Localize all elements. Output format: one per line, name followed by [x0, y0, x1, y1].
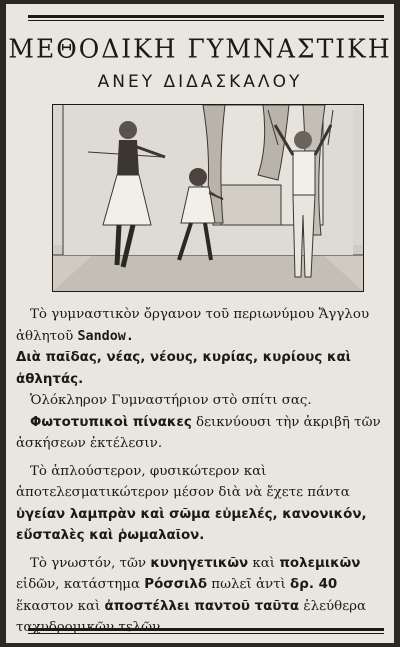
- store-text-e: πωλεῖ ἀντὶ: [207, 577, 291, 592]
- ad-subtitle: ΑΝΕΥ ΔΙΔΑΣΚΑΛΟΥ: [97, 72, 303, 92]
- exercise-scene-icon: [53, 105, 363, 291]
- store-bold-hunting: κυνηγετικῶν: [150, 555, 249, 571]
- exercise-illustration: [52, 104, 364, 292]
- store-bold-military: πολεμικῶν: [279, 555, 361, 571]
- store-text-c: καὶ: [248, 555, 280, 571]
- store-name: Ρόσσιλδ: [144, 577, 208, 592]
- photo-tables-bold: Φωτοτυπικοὶ πίνακες: [30, 414, 192, 430]
- ad-body: [16, 304, 388, 639]
- store-text-a: Τὸ γνωστόν, τῶν: [30, 555, 151, 571]
- benefits-intro: Τὸ ἁπλούστερον, φυσικώτερον καὶ ἀποτελεσματικώτερον μέσον διὰ νὰ ἔχετε πάντα: [16, 463, 350, 500]
- paragraph-benefits: [16, 461, 388, 547]
- sandow-intro: Τὸ γυμναστικὸν ὄργανον τοῦ περιωνύμου Ἄγγλου ἀθλητοῦ: [16, 307, 370, 344]
- advertisement-page: [6, 4, 394, 643]
- ad-title: ΜΕΘΟΔΙΚΗ ΓΥΜΝΑΣΤΙΚΗ: [8, 33, 392, 64]
- store-text-d: εἰδῶν, κατάστημα: [16, 577, 145, 592]
- brand-sandow: Sandow.: [77, 328, 134, 344]
- paragraph-photo-tables: [16, 412, 388, 455]
- paragraph-audience: Διὰ παῖδας, νέας, νέους, κυρίας, κυρίους καὶ ἀθλητάς.: [16, 350, 351, 387]
- paragraph-home-gym: Ὁλόκληρον Γυμναστήριον στὸ σπίτι σας.: [30, 393, 312, 408]
- store-text-f: ἕκαστον καὶ: [16, 598, 105, 614]
- store-shipping-bold: ἀποστέλλει παντοῦ ταῦτα: [104, 598, 300, 614]
- paragraph-store-offer: [16, 553, 388, 639]
- store-price: δρ. 40: [290, 577, 338, 592]
- bottom-double-rule: [28, 628, 384, 634]
- paragraph-sandow: [16, 304, 388, 347]
- store-text-g: ἐλεύθερα ταχυδρομικῶν τελῶν.: [16, 598, 367, 635]
- benefits-bold: ὑγείαν λαμπρὰν καὶ σῶμα εὐμελές, κανονικόν, εὔσταλὲς καὶ ῥωμαλαῖον.: [16, 506, 367, 543]
- photo-tables-rest: δεικνύουσι τὴν ἀκριβῆ τῶν ἀσκήσεων ἐκτέλεσιν.: [16, 414, 381, 451]
- top-double-rule: [28, 15, 384, 21]
